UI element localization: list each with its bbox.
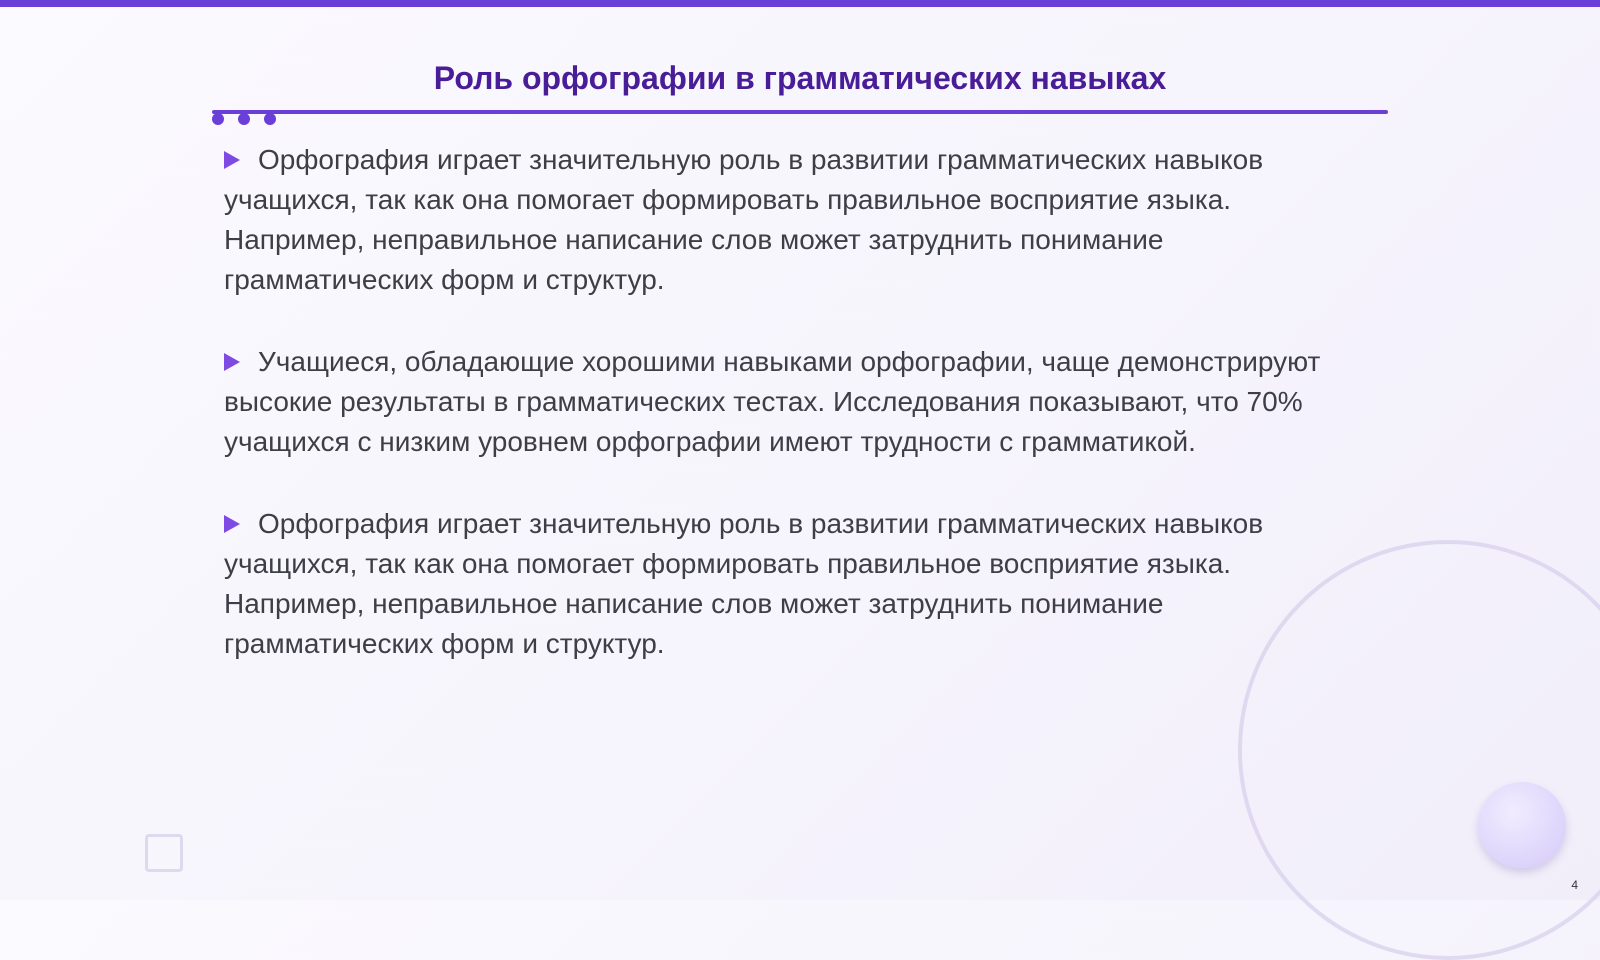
triangle-right-icon xyxy=(224,151,240,169)
bullet-list xyxy=(224,140,1374,706)
bullet-item xyxy=(224,342,1374,462)
decorative-square-outline xyxy=(145,834,183,872)
top-accent-bar xyxy=(0,0,1600,7)
bullet-item xyxy=(224,140,1374,300)
slide-title: Роль орфографии в грамматических навыках xyxy=(433,60,1167,96)
bullet-item xyxy=(224,504,1374,664)
decorative-circle-blob xyxy=(1478,782,1566,868)
page-number: 4 xyxy=(1571,878,1578,892)
bullet-text: Орфография играет значительную роль в развитии грамматических навыков учащихся, так как она помогает формировать правильное восприятие языка. Например, неправильное написание слов может затруднить понимание грамматических форм и структур. xyxy=(224,508,1264,659)
decorative-dot xyxy=(264,113,276,125)
bullet-text: Учащиеся, обладающие хорошими навыками орфографии, чаще демонстрируют высокие результаты в грамматических тестах. Исследования показывают, что 70% учащихся с низким уровнем орфографии имеют трудности с грамматикой. xyxy=(224,346,1321,457)
bullet-text: Орфография играет значительную роль в развитии грамматических навыков учащихся, так как она помогает формировать правильное восприятие языка. Например, неправильное написание слов может затруднить понимание грамматических форм и структур. xyxy=(224,144,1264,295)
decorative-dot xyxy=(212,113,224,125)
triangle-right-icon xyxy=(224,353,240,371)
decorative-dot xyxy=(238,113,250,125)
triangle-right-icon xyxy=(224,515,240,533)
title-underline xyxy=(212,110,1388,114)
